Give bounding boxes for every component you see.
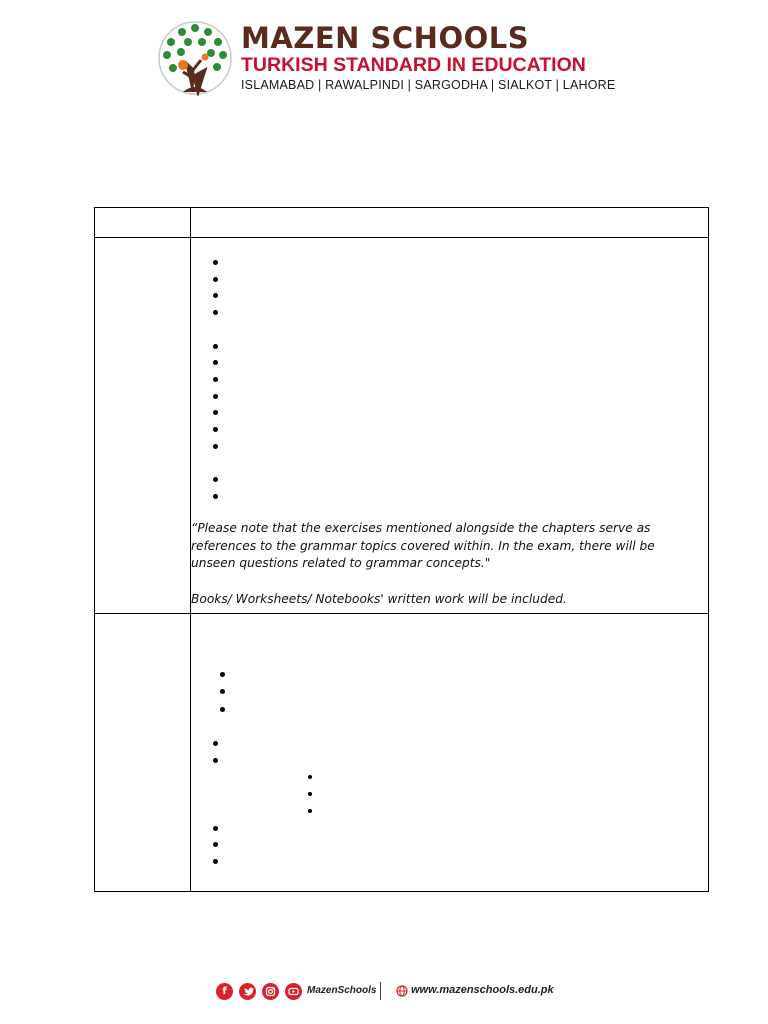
bullet-point — [220, 672, 225, 677]
syllabus-table — [94, 207, 709, 892]
note-line: unseen questions related to grammar concepts." — [191, 556, 491, 570]
bullet-point — [220, 707, 225, 712]
bullet-point — [213, 741, 218, 746]
sub-bullet-point — [308, 775, 312, 779]
row-label-cell — [95, 614, 191, 892]
bullet-point — [213, 758, 218, 763]
twitter-icon[interactable] — [239, 983, 256, 1000]
bullet-point — [213, 293, 218, 298]
bullet-point — [213, 494, 218, 499]
brand-tagline: TURKISH STANDARD IN EDUCATION — [241, 54, 586, 76]
header-cell-right — [191, 208, 709, 238]
note-line: references to the grammar topics covered within. In the exam, there will be — [191, 538, 655, 553]
bullet-point — [213, 394, 218, 399]
bullet-point — [213, 260, 218, 265]
facebook-icon[interactable]: f — [216, 983, 233, 1000]
row-content-cell — [191, 238, 709, 614]
bullet-point — [213, 859, 218, 864]
brand-block — [241, 22, 615, 94]
bullet-point — [220, 689, 225, 694]
globe-icon — [396, 985, 408, 997]
bullet-point — [213, 410, 218, 415]
bullet-point — [213, 826, 218, 831]
school-header — [155, 20, 615, 100]
bullet-point — [213, 444, 218, 449]
footer-divider — [380, 982, 381, 1000]
exam-note — [191, 520, 701, 573]
sub-bullet-point — [308, 809, 312, 813]
website-link[interactable]: www.mazenschools.edu.pk — [411, 984, 554, 996]
row-content-cell — [191, 614, 709, 892]
table-row — [95, 238, 709, 614]
bullet-point — [213, 360, 218, 365]
note-line: “Please note that the exercises mentioned alongside the chapters serve as — [191, 521, 651, 535]
table-row — [95, 614, 709, 892]
bullet-point — [213, 842, 218, 847]
social-handle[interactable]: MazenSchools — [307, 985, 377, 996]
page-footer — [214, 982, 554, 1004]
bullet-point — [213, 277, 218, 282]
bullet-point — [213, 377, 218, 382]
brand-name: MAZEN SCHOOLS — [241, 21, 530, 55]
bullet-point — [213, 344, 218, 349]
bullet-point — [213, 477, 218, 482]
books-note: Books/ Worksheets/ Notebooks' written work will be included. — [191, 592, 567, 606]
table-header-row — [95, 208, 709, 238]
header-cell-left — [95, 208, 191, 238]
bullet-point — [213, 427, 218, 432]
youtube-icon[interactable] — [285, 983, 302, 1000]
tree-logo-icon — [155, 20, 235, 96]
bullet-point — [213, 310, 218, 315]
brand-cities: ISLAMABAD | RAWALPINDI | SARGODHA | SIALKOT | LAHORE — [241, 78, 616, 92]
sub-bullet-point — [308, 792, 312, 796]
instagram-icon[interactable] — [262, 983, 279, 1000]
row-label-cell — [95, 238, 191, 614]
